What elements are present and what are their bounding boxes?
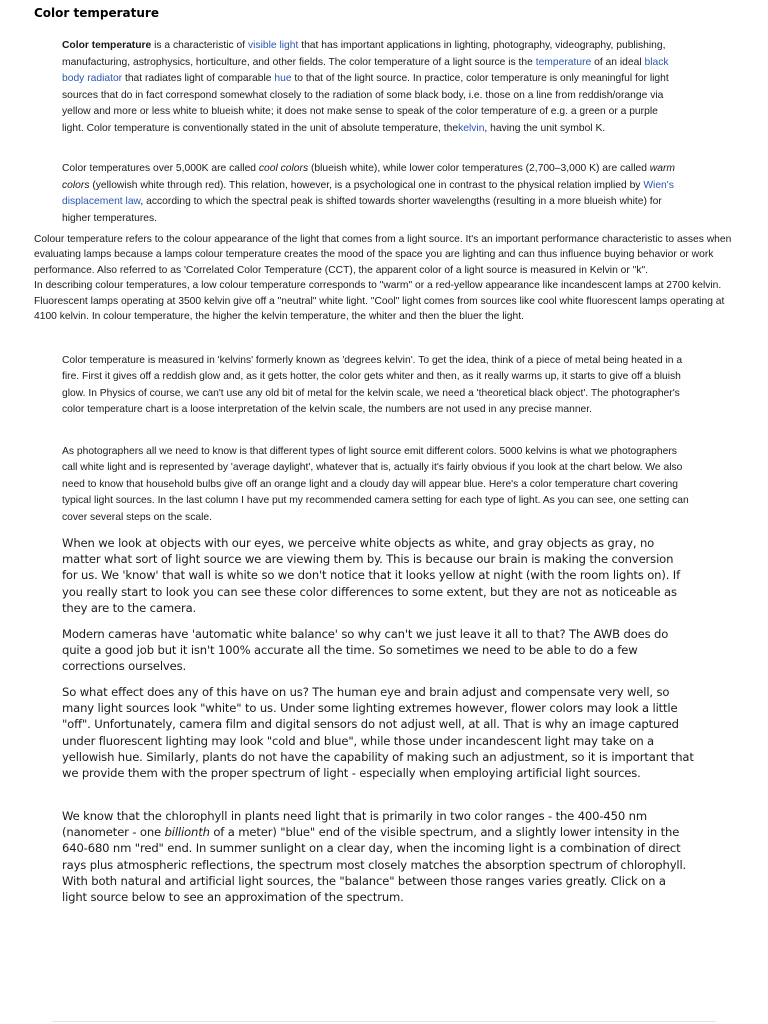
link-wiens-displacement-law[interactable]: Wien's displacement law (62, 179, 674, 208)
term-color-temperature: Color temperature (62, 40, 152, 51)
intro-text: that has important applications in lighting, photography, videography, publishing, manufacturing, astrophysics, horticulture, and other fields. The color temperature of a light source is the (62, 40, 666, 68)
paragraph-text: of a meter) "blue" end of the visible spectrum, and a slightly lower intensity in the 640-680 nm "red" end. In summer sunlight on a clear day, when the incoming light is a combination of direct rays plus atmospheric reflections, the spectrum most closely matches the absorption spectrum of chlorophyll. With both natural and artificial light sources, the "balance" between those ranges varies greatly. Click on a light source below to see an approximation of the spectrum. (62, 825, 687, 905)
term-billionth: billionth (164, 825, 210, 840)
page-title: Color temperature (34, 6, 159, 20)
paragraph-text: Color temperatures over 5,000K are called (62, 163, 259, 174)
link-temperature[interactable]: temperature (535, 56, 592, 68)
paragraph-text: (blueish white), while lower color temperatures (2,700–3,000 K) are called (308, 163, 650, 174)
intro-text: of an ideal (591, 56, 645, 68)
photographers-paragraph: As photographers all we need to know is that different types of light source emit different colors. 5000 kelvins is what we photographers call white light and is represented by 'average daylight', whatever that is, actually it's fairly obvious if you look at the chart below. We also need to know that household bulbs give off an orange light and a cloudy day will appear blue. Here's a color temperature chart covering typical light sources. In the last column I have put my recommended camera setting for each type of light. As you can see, one setting can cover several steps on the scale. (62, 446, 689, 523)
intro-text: that radiates light of comparable (122, 73, 275, 85)
paragraph-text: , according to which the spectral peak is shifted towards shorter wavelengths (resulting in a more blueish white) for higher temperatures. (62, 196, 662, 224)
colour-appearance-paragraph: Colour temperature refers to the colour appearance of the light that comes from a light source. It's an important performance characteristic to asses when evaluating lamps because a lamps colour temperature creates the mood of the space you are lighting and can thus influence buying behavior or work performance. Also referred to as 'Correlated Color Temperature (CCT), the apparent color of a light source is measured in Kelvin or "k". (34, 234, 732, 276)
term-cool-colors: cool colors (258, 163, 309, 174)
colour-temperature-section (34, 232, 739, 324)
intro-text: , having the unit symbol K. (484, 122, 606, 134)
link-hue[interactable]: hue (274, 73, 292, 85)
eyes-perception-paragraph: When we look at objects with our eyes, we perceive white objects as white, and gray objects as gray, no matter what sort of light source we are viewing them by. This is because our brain is making the conversion for us. We 'know' that wall is white so we don't notice that it looks yellow at night (with the room lights on). If you really start to look you can see these color differences to some extent, but they are not as noticeable as they are to the camera. (62, 536, 681, 615)
term-warm-colors: warm colors (62, 163, 675, 191)
kelvins-paragraph: Color temperature is measured in 'kelvins' formerly known as 'degrees kelvin'. To get the idea, think of a piece of metal being heated in a fire. First it gives off a reddish glow and, as it gets hotter, the color gets whiter and then, as it really warms up, it starts to give off a bluish glow. In Physics of course, we can't use any old bit of metal for the kelvin scale, we need a 'theoretical black object'. The photographer's color temperature chart is a loose interpretation of the kelvin scale, the numbers are not used in any precise manner. (62, 355, 683, 416)
intro-paragraph (62, 38, 678, 138)
chlorophyll-paragraph (62, 808, 694, 905)
cool-warm-paragraph (62, 161, 680, 227)
link-black-body-radiator[interactable]: black body radiator (62, 56, 669, 85)
paragraph-text: We know that the chlorophyll in plants need light that is primarily in two color ranges - the 400-450 nm (nanometer - one (62, 809, 647, 840)
human-eye-paragraph: So what effect does any of this have on us? The human eye and brain adjust and compensate very well, so many light sources look "white" to us. Under some lighting extremes however, flower colors may look a little "off". Unfortunately, camera film and digital sensors do not adjust well, at all. That is why an image captured under fluorescent lighting may look "cold and blue", while those under incandescent light may take on a yellowish hue. Similarly, plants do not have the capability of making such an adjustment, so it is important that we provide them with the proper spectrum of light - especially when employing artificial light sources. (62, 685, 694, 781)
white-balance-paragraph: Modern cameras have 'automatic white balance' so why can't we just leave it all to that? The AWB does do quite a good job but it isn't 100% accurate all the time. So sometimes we need to be able to do a few corrections ourselves. (62, 627, 669, 674)
link-visible-light[interactable]: visible light (247, 40, 299, 51)
intro-text: to that of the light source. In practice, color temperature is only meaningful for light sources that do in fact correspond somewhat closely to the radiation of some black body, i.e. those on a line from reddish/orange via yellow and more or less white to blueish white; it does not make sense to speak of the color temperature of e.g. a green or a purple light. Color temperature is conventionally stated in the unit of absolute temperature, the (62, 73, 669, 134)
bottom-divider (52, 1021, 716, 1022)
describing-colour-paragraph: In describing colour temperatures, a low colour temperature corresponds to "warm" or a red-yellow appearance like incandescent lamps at 2700 kelvin. Fluorescent lamps operating at 3500 kelvin give off a "neutral" white light. "Cool" light comes from sources like cool white fluorescent lamps operating at 4100 kelvin. In colour temperature, the higher the kelvin temperature, the whiter and then the bluer the light. (34, 280, 725, 323)
paragraph-text: (yellowish white through red). This relation, however, is a psychological one in contrast to the physical relation implied by (89, 179, 644, 191)
intro-text: is a characteristic of (151, 40, 248, 51)
link-kelvin[interactable]: kelvin (458, 122, 485, 134)
